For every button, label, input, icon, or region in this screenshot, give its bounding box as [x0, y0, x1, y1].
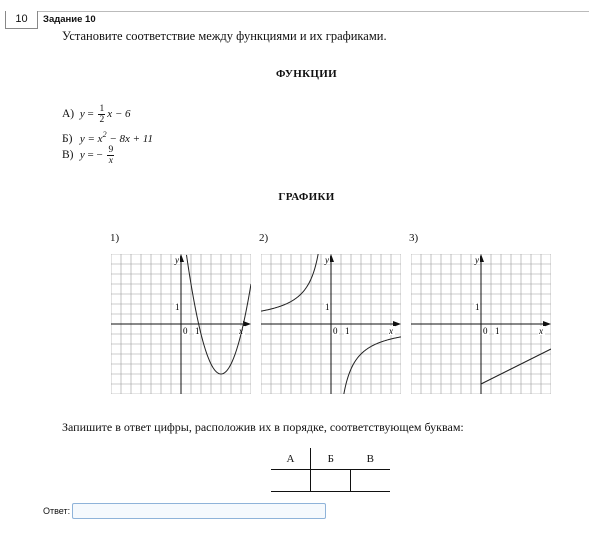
function-exponent: 2: [102, 130, 107, 139]
fraction-denominator: x: [108, 156, 113, 166]
answer-header-b: Б: [311, 448, 351, 470]
function-curve: [344, 337, 402, 394]
graph-label-3: 3): [409, 232, 419, 244]
answer-cell-b: [311, 470, 351, 492]
function-curve: [187, 255, 252, 374]
top-rule: [6, 11, 589, 12]
unit-x-label: 1: [495, 326, 500, 336]
origin-label: 0: [483, 326, 488, 336]
origin-label: 0: [333, 326, 338, 336]
unit-x-label: 1: [345, 326, 350, 336]
function-a: [62, 104, 131, 125]
y-axis-label: y: [325, 255, 329, 265]
x-axis-label: x: [539, 326, 543, 336]
y-axis-label: y: [175, 255, 179, 265]
answer-header-a: А: [271, 448, 311, 470]
unit-y-label: 1: [175, 302, 180, 312]
origin-label: 0: [183, 326, 188, 336]
function-letter: В): [62, 149, 74, 162]
function-expr-b: − 8x + 11: [106, 133, 153, 145]
task-title: Задание 10: [43, 14, 96, 25]
y-axis-label: y: [475, 255, 479, 265]
functions-heading: ФУНКЦИИ: [276, 68, 337, 80]
graph-3: [411, 254, 551, 394]
graph-1: [111, 254, 251, 394]
answer-instruction: Запишите в ответ цифры, расположив их в порядке, соответствующем буквам:: [62, 420, 464, 434]
answer-label: Ответ:: [43, 506, 71, 516]
graph-label-1: 1): [110, 232, 120, 244]
answer-header-c: В: [351, 448, 391, 470]
function-c: [62, 145, 116, 166]
function-eq: =: [87, 108, 94, 121]
answer-cell-c: [351, 470, 391, 492]
answer-input[interactable]: [72, 503, 326, 519]
fraction: [98, 104, 105, 125]
function-y: y: [79, 108, 85, 121]
function-b: [62, 130, 153, 145]
fraction-numerator: 9: [108, 145, 114, 155]
answer-cell-a: [271, 470, 311, 492]
unit-y-label: 1: [475, 302, 480, 312]
graphs-heading: ГРАФИКИ: [278, 191, 335, 203]
function-curve: [261, 254, 319, 311]
x-axis-label: x: [389, 326, 393, 336]
unit-x-label: 1: [195, 326, 200, 336]
task-number: 10: [5, 11, 38, 29]
fraction-numerator: 1: [99, 104, 105, 114]
function-rest: x − 6: [107, 108, 131, 121]
graph-2: [261, 254, 401, 394]
function-eq: = −: [87, 149, 103, 162]
function-letter: Б): [62, 133, 73, 145]
fraction: [107, 145, 114, 166]
function-expr-a: y = x: [79, 133, 103, 145]
function-y: y: [79, 149, 85, 162]
instruction-text: Установите соответствие между функциями и их графиками.: [62, 29, 387, 43]
function-letter: А): [62, 108, 75, 121]
x-axis-label: x: [239, 326, 243, 336]
graph-label-2: 2): [259, 232, 269, 244]
fraction-denominator: 2: [99, 115, 105, 125]
unit-y-label: 1: [325, 302, 330, 312]
answer-table: [271, 448, 390, 492]
